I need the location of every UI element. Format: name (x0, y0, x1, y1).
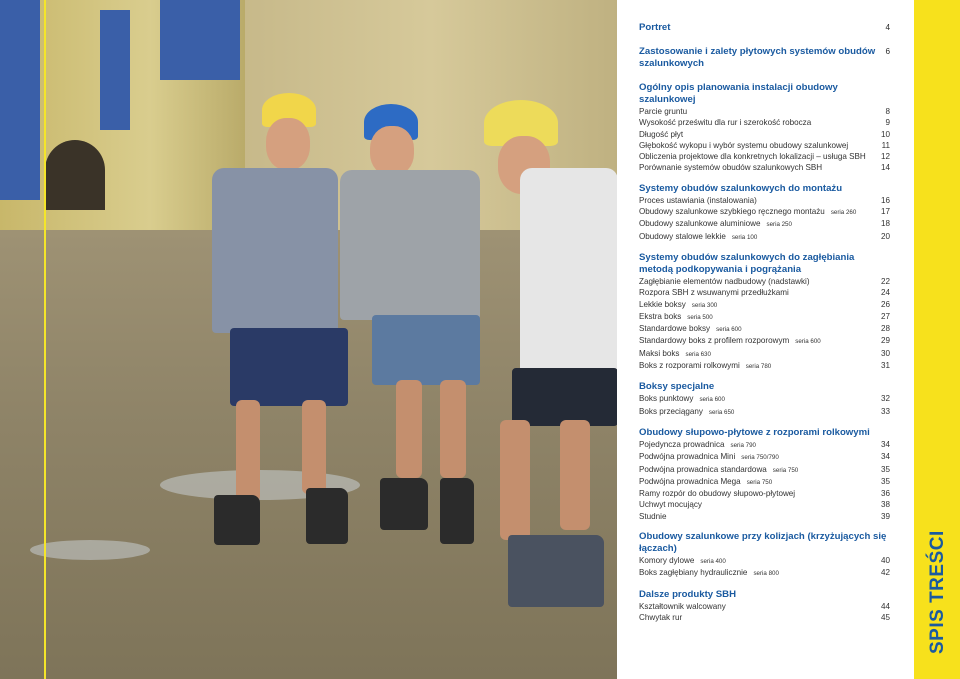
page-number: 10 (880, 129, 890, 139)
entry-series: seria 600 (716, 326, 742, 334)
entry-label: Parcie gruntu (639, 107, 688, 116)
toc-entry[interactable] (639, 335, 891, 347)
toc-section (639, 46, 891, 70)
entry-series: seria 600 (795, 338, 821, 346)
entry-label: Komory dylowe (639, 556, 695, 566)
page-number: 34 (880, 452, 890, 462)
entry-label: Proces ustawiania (instalowania) (639, 195, 757, 205)
page-number: 29 (880, 336, 890, 346)
boot (440, 478, 474, 544)
entry-label: Zagłębianie elementów nadbudowy (nadstawki) (639, 276, 810, 286)
entry-series: seria 650 (708, 408, 735, 416)
entry-label: Porównanie systemów obudów szalunkowych SBH (639, 163, 823, 173)
toc-entry[interactable] (639, 140, 891, 151)
page-number: 35 (880, 464, 890, 474)
boot (380, 478, 428, 530)
section-title-text: Zastosowanie i zalety płytowych systemów obudów szalunkowych (639, 46, 876, 69)
shorts (230, 328, 348, 406)
toc-section (639, 381, 891, 418)
entry-series: seria 750 (746, 478, 773, 486)
toc-entry[interactable] (639, 348, 891, 360)
toc-entry[interactable] (639, 323, 891, 335)
toc-section (639, 183, 891, 243)
entry-series: seria 250 (766, 221, 792, 229)
toc-entry[interactable] (639, 117, 891, 128)
toc-section (639, 252, 891, 372)
page-number: 31 (880, 361, 890, 371)
entry-label: Maksi boks (639, 348, 680, 358)
page-number: 36 (880, 489, 890, 499)
section-title-text: Ogólny opis planowania instalacji obudowy szalunkowej (639, 82, 838, 105)
side-title: SPIS TREŚCI (927, 530, 948, 654)
entry-label: Podwójna prowadnica Mini (639, 452, 736, 462)
yellow-guide-line (44, 0, 46, 679)
face (370, 126, 414, 176)
boot (508, 535, 604, 607)
tunnel-opening (45, 140, 105, 210)
page-number: 30 (880, 348, 890, 358)
shorts (372, 315, 480, 385)
entry-label: Boks punktowy (639, 394, 694, 404)
toc-entry[interactable] (639, 360, 891, 372)
page-number: 9 (885, 118, 890, 128)
toc-entry[interactable] (639, 476, 891, 488)
entry-series: seria 800 (753, 570, 779, 578)
face (266, 118, 310, 170)
toc-section-title[interactable] (639, 82, 891, 106)
page-number: 42 (880, 568, 890, 578)
puddle (30, 540, 150, 560)
toc-section (639, 82, 891, 174)
blue-frame (160, 0, 240, 80)
leg (396, 380, 422, 478)
page-number: 11 (881, 140, 890, 150)
section-title-text: Portret (639, 22, 671, 33)
page-number: 12 (880, 152, 890, 162)
toc-entry[interactable] (639, 129, 891, 140)
blue-frame (0, 0, 40, 200)
entry-series: seria 600 (699, 396, 725, 404)
toc-entry[interactable] (639, 299, 891, 311)
toc-entry[interactable] (639, 151, 891, 162)
page-number: 22 (880, 276, 890, 286)
page-number: 4 (885, 23, 890, 32)
toc-section (639, 531, 891, 580)
leg (560, 420, 590, 530)
entry-label: Chwytak rur (639, 612, 683, 622)
entry-label: Studnie (639, 511, 667, 521)
entry-label: Ramy rozpór do obudowy słupowo-płytowej (639, 489, 796, 499)
toc-section (639, 589, 891, 624)
toc-section (639, 427, 891, 522)
toc-entry[interactable] (639, 162, 891, 173)
leg (302, 400, 326, 494)
toc-entry[interactable] (639, 555, 891, 567)
section-title-text: Dalsze produkty SBH (639, 588, 737, 600)
page-number: 27 (880, 311, 890, 321)
entry-series: seria 630 (685, 350, 711, 358)
entry-label: Uchwyt mocujący (639, 500, 702, 510)
blue-frame (100, 10, 130, 130)
entry-label: Boks z rozporami rolkowymi (639, 361, 740, 371)
shirt (212, 168, 338, 333)
page-number: 18 (880, 219, 890, 229)
page-number: 39 (880, 511, 890, 521)
page-number: 28 (880, 324, 890, 334)
toc-entry[interactable] (639, 406, 891, 418)
shirt (520, 168, 617, 373)
page-number: 38 (880, 500, 890, 510)
entry-series: seria 790 (730, 441, 756, 449)
page-number: 32 (880, 394, 890, 404)
leg (500, 420, 530, 540)
entry-label: Długość płyt (639, 129, 684, 139)
table-of-contents (639, 22, 891, 632)
shorts (512, 368, 617, 426)
toc-section-title[interactable] (639, 381, 891, 393)
entry-series: seria 780 (745, 363, 772, 371)
page-number: 24 (880, 288, 890, 298)
section-title-text: Boksy specjalne (639, 381, 715, 393)
page-number: 45 (880, 612, 890, 622)
shirt (340, 170, 480, 320)
page-number: 40 (880, 556, 890, 566)
page-number: 44 (880, 601, 890, 611)
entry-label: Standardowy boks z profilem rozporowym (639, 336, 790, 346)
toc-entry[interactable] (639, 195, 891, 206)
entry-series: seria 750 (772, 466, 799, 474)
entry-label: Podwójna prowadnica Mega (639, 476, 741, 486)
toc-section-title[interactable] (639, 183, 891, 195)
toc-entry[interactable] (639, 464, 891, 476)
page-number: 16 (880, 195, 890, 205)
entry-series: seria 400 (700, 558, 726, 566)
toc-section-title[interactable] (639, 531, 891, 555)
entry-series: seria 260 (830, 209, 857, 217)
toc-section-title[interactable] (639, 22, 891, 34)
page-number: 33 (880, 406, 890, 416)
entry-label: Boks przeciągany (639, 406, 703, 416)
leg (440, 380, 466, 478)
page-number: 35 (880, 476, 890, 486)
toc-section-title[interactable] (639, 46, 891, 70)
page-number: 34 (880, 439, 890, 449)
entry-series: seria 750/790 (741, 454, 779, 462)
toc-entry[interactable] (639, 287, 891, 298)
toc-entry[interactable] (639, 439, 891, 451)
toc-entry[interactable] (639, 488, 891, 499)
entry-series: seria 500 (687, 313, 713, 321)
toc-entry[interactable] (639, 311, 891, 323)
toc-entry[interactable] (639, 511, 891, 522)
section-title-text: Obudowy szalunkowe przy kolizjach (krzyżujących się łączach) (639, 531, 887, 555)
entry-series: seria 300 (691, 301, 718, 309)
toc-entry[interactable] (639, 106, 891, 117)
page-number: 14 (880, 163, 890, 173)
toc-entry[interactable] (639, 567, 891, 579)
entry-label: Lekkie boksy (639, 299, 686, 309)
toc-entry[interactable] (639, 231, 891, 243)
entry-label: Kształtownik walcowany (639, 601, 726, 611)
entry-label: Wysokość prześwitu dla rur i szerokość robocza (639, 118, 812, 128)
toc-section-title[interactable] (639, 589, 891, 601)
page-number: 6 (885, 47, 890, 56)
section-title-text: Systemy obudów szalunkowych do montażu (639, 182, 843, 194)
section-title-text: Systemy obudów szalunkowych do zagłębiania metodą podkopywania i pogrążania (639, 251, 855, 275)
entry-label: Rozpora SBH z wsuwanymi przedłużkami (639, 288, 789, 298)
leg (236, 400, 260, 502)
toc-entry[interactable] (639, 218, 891, 230)
toc-section (639, 22, 891, 34)
entry-label: Obudowy szalunkowe szybkiego ręcznego montażu (639, 207, 825, 217)
toc-entry[interactable] (639, 393, 891, 405)
entry-label: Głębokość wykopu i wybór systemu obudowy szalunkowej (639, 140, 849, 150)
boot (214, 495, 260, 545)
toc-entry[interactable] (639, 499, 891, 510)
boot (306, 488, 348, 544)
toc-entry[interactable] (639, 276, 891, 287)
toc-entry[interactable] (639, 612, 891, 623)
toc-entry[interactable] (639, 451, 891, 463)
entry-series: seria 100 (731, 233, 758, 241)
page-number: 20 (880, 231, 890, 241)
page-number: 17 (880, 207, 890, 217)
entry-label: Obudowy stalowe lekkie (639, 231, 726, 241)
entry-label: Standardowe boksy (639, 324, 711, 334)
entry-label: Obliczenia projektowe dla konkretnych lokalizacji – usługa SBH (639, 152, 866, 162)
page-number: 26 (880, 299, 890, 309)
entry-label: Podwójna prowadnica standardowa (639, 464, 767, 474)
entry-label: Obudowy szalunkowe aluminiowe (639, 219, 761, 229)
toc-entry[interactable] (639, 601, 891, 612)
entry-label: Pojedyncza prowadnica (639, 439, 725, 449)
entry-label: Ekstra boks (639, 311, 682, 321)
toc-section-title[interactable] (639, 252, 891, 276)
page-number: 8 (885, 107, 890, 116)
toc-section-title[interactable] (639, 427, 891, 439)
section-title-text: Obudowy słupowo-płytowe z rozporami rolkowymi (639, 426, 870, 438)
entry-label: Boks zagłębiany hydraulicznie (639, 568, 748, 578)
toc-entry[interactable] (639, 206, 891, 218)
